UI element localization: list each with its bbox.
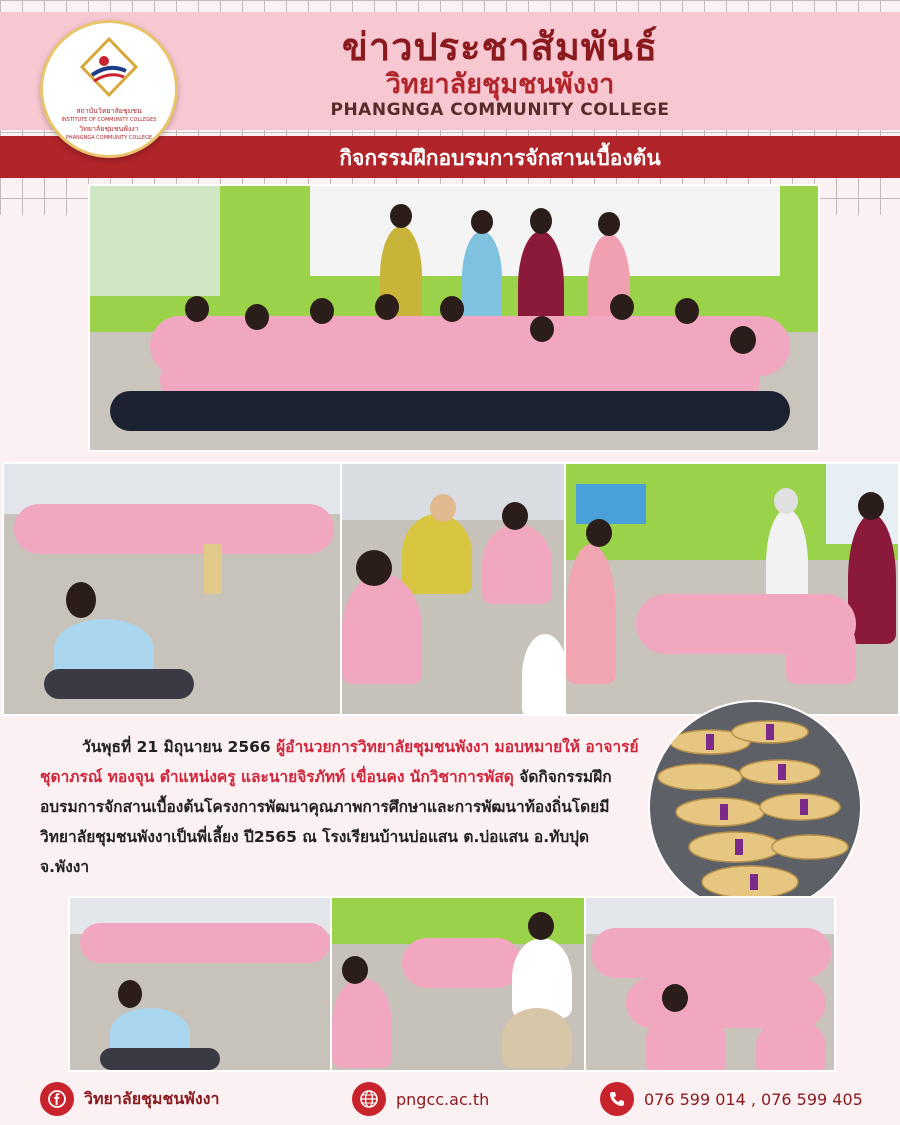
weaving-photo-4 [68,896,332,1072]
logo-text-line: PHANGNGA COMMUNITY COLLEGE [65,135,153,141]
college-name-thai: วิทยาลัยชุมชนพังงา [385,69,615,100]
group-photo [88,184,820,452]
weaving-photo-3 [564,462,900,716]
weaving-photo-6 [584,896,836,1072]
college-logo [40,20,178,158]
weaving-photo-5 [330,896,586,1072]
footer-facebook[interactable] [40,1082,219,1116]
logo-text-line: INSTITUTE OF COMMUNITY COLLEGES [61,117,157,123]
footer-phone[interactable] [600,1082,863,1116]
activity-title: กิจกรรมฝึกอบรมการจักสานเบื้องต้น [339,146,661,170]
phone-icon [600,1082,634,1116]
page-title: ข่าวประชาสัมพันธ์ [341,25,659,69]
weaving-photo-2 [340,462,566,716]
college-name-english: PHANGNGA COMMUNITY COLLEGE [330,100,670,120]
caption-date: วันพุธที่ 21 มิถุนายน 2566 [82,738,277,756]
globe-icon [352,1082,386,1116]
phone-numbers[interactable]: 076 599 014 , 076 599 405 [644,1089,863,1109]
news-caption [40,732,640,882]
facebook-page-name[interactable]: วิทยาลัยชุมชนพังงา [84,1088,220,1108]
logo-text [62,107,157,143]
woven-baskets-illustration [650,702,860,912]
logo-text-line: สถาบันวิทยาลัยชุมชน [76,107,142,115]
weaving-photo-1 [2,462,342,716]
facebook-icon [40,1082,74,1116]
logo-text-line: วิทยาลัยชุมชนพังงา [79,125,139,133]
caption-details: จัดกิจกรรมฝึกอบรมการจักสานเบื้องต้นโครงการพัฒนาคุณภาพการศึกษาและการพัฒนาท้องถิ่นโดยมีวิทยาลัยชุมชนพังงาเป็นพี่เลี้ยง ปี2565 ณ โรงเรียนบ้านบ่อแสน ต.บ่อแสน อ.ทับปุด จ.พังงา [40,768,612,876]
logo-emblem [74,35,144,105]
basket-photo [648,700,862,914]
caption-assignees: ผู้อำนวยการวิทยาลัยชุมชนพังงา มอบหมายให้ อาจารย์ชุดาภรณ์ ทองจุน ตำแหน่งครู และนายจิรภัทท์ เขื่อนคง นักวิชาการพัสดุ [40,738,639,786]
website-url[interactable]: pngcc.ac.th [396,1089,490,1109]
footer-website[interactable] [352,1082,489,1116]
